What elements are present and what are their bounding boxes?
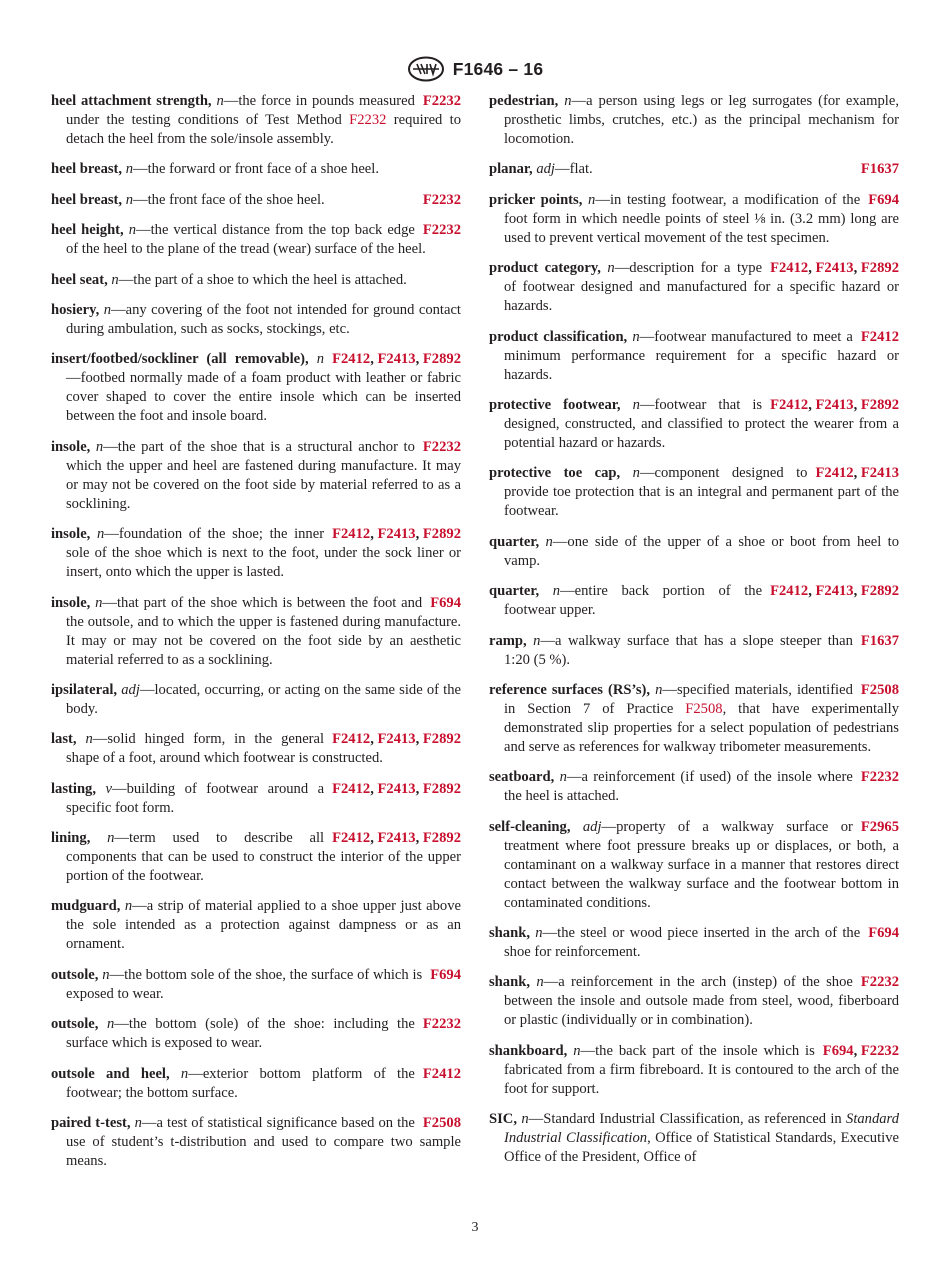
glossary-entry: [489, 160, 899, 179]
entry-definition: —the front face of the shoe heel.: [133, 191, 325, 208]
entry-definition: —a reinforcement in the arch (instep) of the shoe between the insole and outsole made from steel, wood, fiberboard or plastic (individually or in combination).: [504, 974, 899, 1029]
part-of-speech: n: [632, 396, 640, 413]
entry-definition: —a walkway surface that has a slope steeper than 1:20 (5 %).: [504, 632, 853, 668]
part-of-speech: n: [125, 191, 134, 208]
reference-link[interactable]: F2413: [377, 526, 416, 543]
reference-separator: ,: [370, 351, 378, 368]
glossary-entry: [51, 92, 461, 149]
entry-definition: —a strip of material applied to a shoe upper just above the sole intended as a protection against dampness or as an ornament.: [66, 898, 461, 953]
entry-definition: —a person using legs or leg surrogates (for example, prosthetic limbs, crutches, etc.) as the principal mechanism for locomotion.: [504, 93, 899, 147]
reference-list: [762, 582, 899, 601]
reference-list: [415, 191, 461, 210]
reference-link[interactable]: F2412: [770, 396, 809, 413]
entry-term: quarter,: [489, 533, 540, 550]
part-of-speech: n: [111, 271, 119, 288]
reference-separator: ,: [853, 260, 861, 277]
entry-term: reference surfaces (RS’s),: [489, 681, 651, 698]
entry-definition: —that part of the shoe which is between the foot and the outsole, and to which the upper is fastened during manufacture. It may or may not be covered on the foot side by an aesthetic material referred to as a socklining.: [66, 594, 461, 668]
reference-link[interactable]: F694: [868, 191, 899, 208]
part-of-speech: n: [564, 93, 572, 109]
reference-link[interactable]: F2892: [860, 260, 899, 277]
entry-definition: —description for a type of footwear designed and manufactured for a specific hazard or hazards.: [504, 260, 899, 315]
inline-reference-link[interactable]: F2508: [685, 700, 723, 717]
glossary-entry: [489, 1110, 899, 1167]
reference-link[interactable]: F2413: [377, 780, 416, 797]
reference-list: [762, 396, 899, 415]
astm-logo-icon: [407, 56, 445, 82]
part-of-speech: n: [521, 1111, 529, 1128]
glossary-entry: [489, 464, 899, 521]
part-of-speech: n: [632, 465, 640, 482]
reference-link[interactable]: F2412: [860, 328, 899, 345]
reference-list: [860, 191, 899, 210]
reference-list: [853, 768, 899, 787]
part-of-speech: n: [607, 260, 615, 277]
inline-reference-link[interactable]: F2232: [349, 112, 387, 128]
glossary-entry: [51, 829, 461, 886]
reference-link[interactable]: F694: [430, 594, 461, 611]
glossary-entry: [51, 1015, 461, 1053]
glossary-entry: [489, 681, 899, 757]
entry-definition: —the force in pounds measured under the testing conditions of Test Method: [66, 93, 415, 128]
reference-list: [807, 464, 899, 483]
reference-list: [422, 966, 461, 985]
glossary-entry: [51, 594, 461, 670]
part-of-speech: n: [107, 830, 115, 847]
glossary-entry: [51, 301, 461, 339]
entry-term: shank,: [489, 974, 530, 991]
reference-link[interactable]: F2413: [815, 260, 854, 277]
glossary-entry: [489, 396, 899, 453]
part-of-speech: n: [588, 191, 596, 208]
glossary-entry: [489, 768, 899, 806]
entry-definition: —specified materials, identified in Section 7 of Practice: [504, 681, 853, 717]
entry-term: insole,: [51, 526, 91, 543]
reference-link[interactable]: F2892: [860, 396, 899, 413]
part-of-speech: n: [573, 1042, 581, 1059]
entry-definition: —footbed normally made of a foam product with leather or fabric cover shaped to cover the entire insole which can be inserted between the foot and insole board.: [66, 370, 461, 425]
reference-list: [415, 1065, 461, 1084]
glossary-entry: [489, 924, 899, 962]
entry-term: heel attachment strength,: [51, 93, 212, 109]
page-header: [0, 56, 950, 82]
reference-link[interactable]: F2232: [422, 438, 461, 455]
glossary-entry: [51, 1065, 461, 1103]
glossary-entry: [51, 966, 461, 1004]
page-number: 3: [471, 1220, 479, 1235]
part-of-speech: n: [536, 974, 544, 991]
glossary-entry: [51, 271, 461, 290]
entry-definition: —exterior bottom platform of the footwear; the bottom surface.: [66, 1065, 415, 1101]
entry-term: heel breast,: [51, 191, 123, 208]
entry-definition: —solid hinged form, in the general shape of a foot, around which footwear is constructed.: [66, 731, 383, 767]
reference-list: [415, 92, 461, 111]
glossary-entry: [489, 1042, 899, 1099]
entry-term: pedestrian,: [489, 93, 559, 109]
entry-definition: —footwear manufactured to meet a minimum performance requirement for a specific hazard or hazards.: [504, 328, 899, 383]
reference-separator: ,: [808, 396, 816, 413]
entry-term: last,: [51, 731, 77, 748]
part-of-speech: n: [124, 898, 133, 915]
entry-definition: —property of a walkway surface or treatment where foot pressure breaks up or displaces, or both, a contaminant on a walkway surface in a manner that restores direct contact between the walkway surface and the footwear bottom in contaminated conditions.: [504, 818, 899, 911]
reference-link[interactable]: F1637: [860, 632, 899, 649]
entry-term: product classification,: [489, 328, 628, 345]
left-column: [51, 92, 461, 1182]
reference-list: [762, 259, 899, 278]
reference-link[interactable]: F2892: [422, 731, 461, 748]
glossary-entry: [51, 1114, 461, 1171]
glossary-entry: [489, 582, 899, 620]
part-of-speech: n: [533, 632, 541, 649]
reference-list: [853, 973, 899, 992]
part-of-speech: n: [216, 93, 224, 109]
entry-definition-continued: , Office of Statistical Standards, Executive Office of the President, Office of: [504, 1130, 899, 1166]
entry-definition: —the bottom sole of the shoe, the surface of which is exposed to wear.: [66, 966, 423, 1002]
entry-definition: —the back part of the insole which is fabricated from a firm fibreboard. It is contoured to the arch of the foot for support.: [504, 1042, 899, 1097]
reference-separator: ,: [370, 731, 378, 748]
reference-link[interactable]: F2892: [422, 351, 461, 368]
part-of-speech: n: [125, 161, 134, 178]
entry-definition: —in testing footwear, a modification of the foot form in which needle points of steel ⅛ in. (3.2 mm) long are used to prevent vertical movement of the test specimen.: [504, 191, 899, 246]
reference-list: [415, 221, 461, 240]
reference-list: [324, 525, 461, 544]
glossary-entry: [51, 160, 461, 179]
reference-link[interactable]: F2892: [422, 830, 461, 847]
reference-list: [853, 160, 899, 179]
reference-link[interactable]: F2508: [422, 1115, 461, 1132]
reference-link[interactable]: F694: [430, 966, 461, 983]
entry-definition: —any covering of the foot not intended for ground contact during ambulation, such as socks, stockings, etc.: [66, 301, 461, 337]
part-of-speech: n: [316, 351, 325, 368]
entry-definition: —term used to describe all components that can be used to construct the interior of the upper portion of the footwear.: [66, 830, 461, 885]
glossary-entry: [51, 525, 461, 582]
entry-definition: —the bottom (sole) of the shoe: including the surface which is exposed to wear.: [66, 1016, 415, 1052]
glossary-entry: [51, 780, 461, 818]
entry-term: shankboard,: [489, 1042, 568, 1059]
entry-definition: —entire back portion of the footwear upper.: [504, 583, 763, 619]
glossary-entry: [51, 221, 461, 259]
entry-definition: —the part of a shoe to which the heel is attached.: [118, 271, 407, 288]
reference-link[interactable]: F1637: [860, 161, 899, 178]
glossary-entry: [489, 92, 899, 149]
entry-definition: —the steel or wood piece inserted in the arch of the shoe for reinforcement.: [504, 925, 861, 961]
reference-separator: ,: [415, 780, 423, 797]
reference-separator: ,: [853, 583, 861, 600]
entry-definition: —footwear that is designed, constructed, and classified to protect the wearer from a potential hazard or hazards.: [504, 396, 899, 451]
entry-term: paired t-test,: [51, 1115, 131, 1132]
reference-list: [853, 632, 899, 651]
reference-separator: ,: [370, 830, 378, 847]
part-of-speech: n: [85, 731, 93, 748]
entry-definition: —the forward or front face of a shoe heel.: [133, 161, 379, 178]
glossary-entry: [489, 973, 899, 1030]
entry-term: pricker points,: [489, 191, 583, 208]
reference-separator: ,: [853, 396, 861, 413]
reference-link[interactable]: F2892: [860, 583, 899, 600]
entry-term: planar,: [489, 161, 533, 178]
reference-link[interactable]: F2508: [860, 681, 899, 698]
reference-link[interactable]: F2232: [422, 191, 461, 208]
reference-link[interactable]: F2412: [422, 1065, 461, 1082]
part-of-speech: n: [559, 769, 567, 786]
reference-link[interactable]: F2412: [332, 731, 371, 748]
entry-definition: —a test of statistical significance based on the use of student’s t-distribution and used to compare two sample means.: [66, 1115, 461, 1170]
reference-link[interactable]: F2892: [422, 780, 461, 797]
part-of-speech: n: [107, 1016, 115, 1033]
part-of-speech: n: [103, 301, 112, 318]
reference-link[interactable]: F2412: [815, 465, 854, 482]
part-of-speech: n: [128, 222, 136, 239]
reference-link[interactable]: F2412: [770, 260, 809, 277]
entry-definition: —the part of the shoe that is a structural anchor to which the upper and heel are fastened during manufacture. It may or may not be covered on the foot side by material referred to as a socklining.: [66, 438, 461, 512]
glossary-entry: [51, 438, 461, 514]
part-of-speech: n: [545, 533, 553, 550]
reference-link[interactable]: F2412: [332, 351, 371, 368]
reference-link[interactable]: F2232: [422, 222, 461, 239]
reference-link[interactable]: F2412: [332, 780, 371, 797]
reference-list: [415, 1015, 461, 1034]
glossary-entry: [51, 681, 461, 719]
reference-link[interactable]: F2413: [377, 351, 416, 368]
reference-separator: ,: [415, 526, 423, 543]
reference-link[interactable]: F2232: [860, 769, 899, 786]
entry-term: heel seat,: [51, 271, 108, 288]
glossary-entry: [51, 730, 461, 768]
glossary-entry: [51, 350, 461, 426]
part-of-speech: n: [655, 681, 663, 698]
reference-link[interactable]: F2413: [860, 465, 899, 482]
reference-list: [324, 829, 461, 848]
reference-link[interactable]: F2413: [815, 583, 854, 600]
part-of-speech: n: [134, 1115, 142, 1132]
glossary-entry: [489, 818, 899, 913]
reference-link[interactable]: F694: [822, 1042, 854, 1059]
reference-separator: ,: [415, 351, 423, 368]
glossary-entry: [489, 191, 899, 248]
reference-link[interactable]: F2413: [815, 396, 854, 413]
reference-separator: ,: [808, 260, 816, 277]
reference-link[interactable]: F2232: [422, 93, 461, 109]
entry-italic-title: Standard Industrial Classification: [504, 1111, 899, 1147]
part-of-speech: n: [632, 328, 640, 345]
entry-term: shank,: [489, 925, 530, 942]
reference-link[interactable]: F2413: [377, 830, 416, 847]
reference-link[interactable]: F2412: [332, 830, 371, 847]
part-of-speech: n: [180, 1065, 189, 1082]
reference-link[interactable]: F2412: [770, 583, 809, 600]
entry-term: heel height,: [51, 222, 124, 239]
entry-term: protective toe cap,: [489, 465, 621, 482]
entry-term: product category,: [489, 260, 601, 277]
part-of-speech: adj: [582, 818, 602, 835]
reference-separator: ,: [415, 830, 423, 847]
entry-term: lining,: [51, 830, 91, 847]
part-of-speech: v: [105, 780, 112, 797]
reference-list: [324, 350, 461, 369]
standard-designation: F1646 – 16: [452, 58, 544, 79]
reference-link[interactable]: F2232: [422, 1016, 461, 1033]
reference-list: [415, 438, 461, 457]
reference-link[interactable]: F694: [868, 925, 899, 942]
entry-term: self-cleaning,: [489, 818, 571, 835]
entry-term: outsole,: [51, 966, 99, 983]
entry-term: insole,: [51, 438, 91, 455]
reference-separator: ,: [853, 1042, 861, 1059]
reference-link[interactable]: F2965: [860, 818, 899, 835]
glossary-entry: [51, 897, 461, 954]
reference-list: [860, 924, 899, 943]
entry-term: quarter,: [489, 583, 540, 600]
entry-term: outsole,: [51, 1016, 99, 1033]
glossary-entry: [489, 259, 899, 316]
reference-list: [853, 818, 899, 837]
entry-term: heel breast,: [51, 161, 123, 178]
entry-definition: —foundation of the shoe; the inner sole of the shoe which is next to the foot, under the sock liner or insert, onto which the upper is lasted.: [66, 526, 461, 581]
part-of-speech: n: [535, 925, 543, 942]
reference-separator: ,: [370, 526, 378, 543]
part-of-speech: adj: [536, 161, 555, 178]
entry-term: mudguard,: [51, 898, 121, 915]
reference-list: [324, 730, 461, 749]
reference-link[interactable]: F2413: [377, 731, 416, 748]
glossary-entry: [51, 191, 461, 210]
entry-term: hosiery,: [51, 301, 100, 318]
entry-term: insert/footbed/sockliner (all removable),: [51, 351, 309, 368]
part-of-speech: n: [95, 438, 104, 455]
reference-link[interactable]: F2412: [332, 526, 371, 543]
entry-term: SIC,: [489, 1111, 517, 1128]
entry-definition-continued: , that have experimentally demonstrated slip properties for a select population of pedestrians and serve as references for walkway tribometer measurements.: [504, 700, 899, 755]
entry-definition: —building of footwear around a specific foot form.: [66, 780, 325, 816]
entry-definition: —one side of the upper of a shoe or boot from heel to vamp.: [504, 533, 899, 569]
reference-list: [324, 780, 461, 799]
entry-term: outsole and heel,: [51, 1065, 170, 1082]
part-of-speech: n: [102, 966, 110, 983]
reference-link[interactable]: F2892: [422, 526, 461, 543]
glossary-entry: [489, 533, 899, 571]
reference-separator: ,: [808, 583, 816, 600]
part-of-speech: adj: [121, 681, 140, 698]
entry-term: insole,: [51, 594, 91, 611]
entry-definition: —flat.: [554, 161, 593, 178]
reference-list: [422, 594, 461, 613]
entry-term: ramp,: [489, 632, 527, 649]
reference-link[interactable]: F2232: [860, 1042, 899, 1059]
reference-separator: ,: [853, 465, 861, 482]
reference-link[interactable]: F2232: [860, 974, 899, 991]
reference-separator: ,: [415, 731, 423, 748]
reference-separator: ,: [370, 780, 378, 797]
reference-list: [415, 1114, 461, 1133]
reference-list: [815, 1042, 899, 1061]
entry-term: protective footwear,: [489, 396, 621, 413]
entry-term: seatboard,: [489, 769, 555, 786]
entry-definition: —Standard Industrial Classification, as referenced in: [528, 1111, 847, 1128]
entry-term: lasting,: [51, 780, 97, 797]
right-column: [489, 92, 899, 1179]
part-of-speech: n: [552, 583, 561, 600]
entry-definition: —component designed to provide toe protection that is an integral and permanent part of the footwear.: [504, 465, 899, 520]
glossary-entry: [489, 328, 899, 385]
entry-definition: —located, occurring, or acting on the same side of the body.: [66, 681, 461, 717]
reference-list: [853, 328, 899, 347]
entry-definition: —a reinforcement (if used) of the insole where the heel is attached.: [504, 769, 853, 805]
reference-list: [853, 681, 899, 700]
entry-term: ipsilateral,: [51, 681, 118, 698]
part-of-speech: n: [97, 526, 105, 543]
part-of-speech: n: [95, 594, 103, 611]
entry-definition-continued: required to detach the heel from the sole/insole assembly.: [66, 112, 461, 147]
glossary-entry: [489, 632, 899, 670]
entry-definition: —the vertical distance from the top back edge of the heel to the plane of the tread (wear) surface of the heel.: [66, 222, 426, 258]
